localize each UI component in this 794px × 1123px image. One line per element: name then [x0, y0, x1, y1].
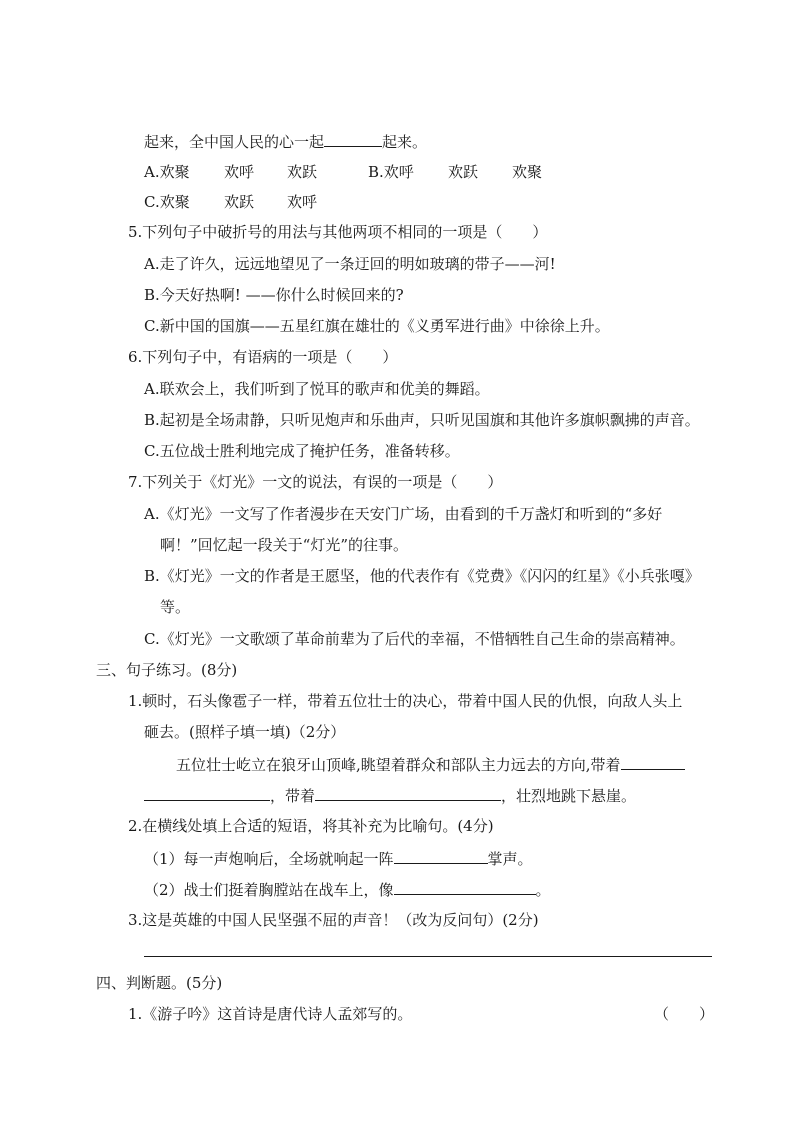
q7-option-b-line2: 等。	[160, 598, 191, 616]
s3-q1-line1: 1.顿时，石头像雹子一样，带着五位壮士的决心，带着中国人民的仇恨，向敌人头上	[128, 692, 683, 710]
q4-option-c-3: 欢呼	[287, 193, 318, 211]
s3-q1-fill-text3: ，壮烈地跳下悬崖。	[501, 787, 637, 805]
q4-option-a-1[interactable]: A.欢聚	[144, 163, 190, 181]
s3-q2-item2	[144, 879, 551, 900]
q4-option-a-3: 欢跃	[287, 163, 318, 181]
section4-heading: 四、判断题。(5分)	[96, 974, 223, 992]
s3-q1-fill-text2: ，带着	[270, 787, 316, 805]
q7-option-b-line1[interactable]: B.《灯光》一文的作者是王愿坚，他的代表作有《党费》《闪闪的红星》《小兵张嘎》	[144, 567, 700, 585]
q6-stem: 6.下列句子中，有语病的一项是（ ）	[128, 348, 398, 366]
s3-q1-fill-line2	[144, 785, 636, 806]
section3-heading: 三、句子练习。(8分)	[96, 661, 238, 679]
q4-option-b-1[interactable]: B.欢呼	[368, 163, 414, 181]
q7-option-a-line2: 啊！”回忆起一段关于“灯光”的往事。	[160, 536, 409, 554]
s3-q2-item1	[144, 848, 533, 869]
q5-stem: 5.下列句子中破折号的用法与其他两项不相同的一项是（ ）	[128, 223, 548, 241]
s3-q1-blank1b[interactable]	[144, 785, 270, 801]
s3-q1-fill-text1: 五位壮士屹立在狼牙山顶峰,眺望着群众和部队主力远去的方向,带着	[176, 756, 621, 774]
s4-q1-statement: 1.《游子吟》这首诗是唐代诗人孟郊写的。	[128, 1005, 413, 1023]
s3-q3-answer-line[interactable]	[144, 956, 712, 957]
s3-q1-line2: 砸去。(照样子填一填)（2分）	[144, 723, 346, 741]
s4-q1-answer-paren[interactable]: （ ）	[654, 1005, 715, 1023]
q4-option-b-2: 欢跃	[448, 163, 479, 181]
q4-text-a: 起来，全中国人民的心一起	[144, 133, 325, 151]
s3-q2-item2-tail: 。	[535, 881, 551, 899]
q5-option-c[interactable]: C.新中国的国旗——五星红旗在雄壮的《义勇军进行曲》中徐徐上升。	[144, 317, 610, 335]
s3-q2-item1-tail: 掌声。	[487, 850, 533, 868]
s3-q2-item2-text: （2）战士们挺着胸膛站在战车上，像	[144, 881, 394, 899]
q6-option-b[interactable]: B.起初是全场肃静，只听见炮声和乐曲声，只听见国旗和其他许多旗帜飘拂的声音。	[144, 411, 700, 429]
s3-q1-fill-line1	[176, 754, 685, 775]
s3-q2-blank1[interactable]	[394, 848, 488, 864]
s3-q3-stem: 3.这是英雄的中国人民坚强不屈的声音！（改为反问句）(2分)	[128, 911, 539, 929]
q4-continuation	[144, 131, 427, 152]
s3-q2-blank2[interactable]	[394, 879, 536, 895]
q4-option-c-2: 欢跃	[224, 193, 255, 211]
s3-q1-blank1a[interactable]	[621, 754, 685, 770]
q4-option-b-3: 欢聚	[512, 163, 543, 181]
q6-option-a[interactable]: A.联欢会上，我们听到了悦耳的歌声和优美的舞蹈。	[144, 380, 490, 398]
q4-option-a-2: 欢呼	[224, 163, 255, 181]
q7-option-a-line1[interactable]: A.《灯光》一文写了作者漫步在天安门广场，由看到的千万盏灯和听到的“多好	[144, 505, 663, 523]
q5-option-a[interactable]: A.走了许久，远远地望见了一条迂回的明如玻璃的带子——河!	[144, 255, 556, 273]
q4-text-b: 起来。	[382, 133, 428, 151]
s3-q2-stem: 2.在横线处填上合适的短语，将其补充为比喻句。(4分)	[128, 817, 494, 835]
q7-stem: 7.下列关于《灯光》一文的说法，有误的一项是（ ）	[128, 473, 503, 491]
q4-blank[interactable]	[324, 131, 382, 147]
q6-option-c[interactable]: C.五位战士胜利地完成了掩护任务，准备转移。	[144, 442, 460, 460]
s3-q1-blank2[interactable]	[315, 785, 501, 801]
s3-q2-item1-text: （1）每一声炮响后，全场就响起一阵	[144, 850, 394, 868]
q5-option-b[interactable]: B.今天好热啊! ——你什么时候回来的?	[144, 286, 404, 304]
q7-option-c[interactable]: C.《灯光》一文歌颂了革命前辈为了后代的幸福，不惜牺牲自己生命的崇高精神。	[144, 630, 685, 648]
q4-option-c-1[interactable]: C.欢聚	[144, 193, 190, 211]
